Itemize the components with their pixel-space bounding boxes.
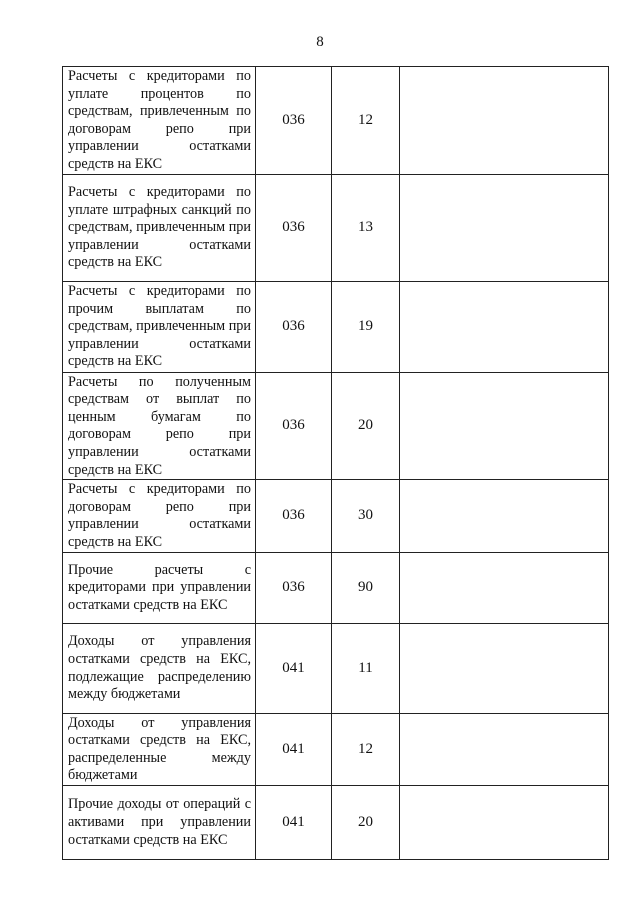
row-subcode: 20 — [358, 813, 373, 830]
row-description: Прочие доходы от операций с активами при управлении остатками средств на ЕКС — [68, 796, 251, 848]
description-cell — [63, 785, 256, 859]
row-description: Расчеты с кредиторами по уплате процентов по средствам, привлеченным по договорам репо при управлении остатками средств на ЕКС — [68, 68, 251, 172]
description-cell — [63, 67, 256, 175]
note-cell — [400, 785, 609, 859]
code-cell — [256, 372, 332, 480]
code-cell — [256, 174, 332, 281]
description-cell — [63, 281, 256, 372]
table-row — [63, 785, 609, 859]
row-code: 041 — [282, 813, 305, 830]
description-cell — [63, 713, 256, 785]
row-code: 036 — [282, 579, 305, 595]
row-code: 041 — [282, 740, 305, 757]
code-cell — [256, 552, 332, 623]
row-description: Доходы от управления остатками средств на ЕКС, распределенные между бюджетами — [68, 714, 251, 784]
description-cell — [63, 480, 256, 552]
note-cell — [400, 623, 609, 713]
row-subcode: 13 — [358, 219, 373, 236]
row-code: 041 — [282, 659, 305, 676]
row-subcode: 11 — [358, 659, 373, 676]
table-row — [63, 67, 609, 175]
subcode-cell — [332, 713, 400, 785]
row-code: 036 — [282, 111, 305, 128]
note-cell — [400, 372, 609, 480]
note-cell — [400, 713, 609, 785]
code-cell — [256, 67, 332, 175]
row-description: Доходы от управления остатками средств на ЕКС, подлежащие распределению между бюджетами — [68, 633, 251, 703]
subcode-cell — [332, 623, 400, 713]
row-subcode: 30 — [358, 507, 373, 524]
table-row — [63, 281, 609, 372]
row-code: 036 — [282, 219, 305, 236]
description-cell — [63, 372, 256, 480]
row-subcode: 19 — [358, 318, 373, 335]
description-cell — [63, 623, 256, 713]
row-subcode: 90 — [358, 579, 373, 595]
code-cell — [256, 281, 332, 372]
table-row — [63, 623, 609, 713]
table-row — [63, 552, 609, 623]
table-row — [63, 372, 609, 480]
page-number: 8 — [316, 34, 324, 50]
subcode-cell — [332, 67, 400, 175]
row-subcode: 20 — [358, 417, 373, 434]
row-description: Расчеты с кредиторами по уплате штрафных санкций по средствам, привлеченным при управлении остатками средств на ЕКС — [68, 184, 251, 271]
note-cell — [400, 552, 609, 623]
row-code: 036 — [282, 417, 305, 434]
table-row — [63, 480, 609, 552]
row-subcode: 12 — [358, 740, 373, 757]
description-cell — [63, 174, 256, 281]
subcode-cell — [332, 785, 400, 859]
subcode-cell — [332, 281, 400, 372]
code-cell — [256, 785, 332, 859]
subcode-cell — [332, 174, 400, 281]
accounts-table — [62, 66, 609, 860]
row-description: Расчеты по полученным средствам от выплат по ценным бумагам по договорам репо при управлении остатками средств на ЕКС — [68, 373, 251, 478]
note-cell — [400, 480, 609, 552]
description-cell — [63, 552, 256, 623]
subcode-cell — [332, 480, 400, 552]
note-cell — [400, 281, 609, 372]
row-subcode: 12 — [358, 111, 373, 128]
table-row — [63, 713, 609, 785]
code-cell — [256, 623, 332, 713]
subcode-cell — [332, 372, 400, 480]
row-description: Расчеты с кредиторами по прочим выплатам по средствам, привлеченным при управлении остатками средств на ЕКС — [68, 283, 251, 370]
code-cell — [256, 713, 332, 785]
code-cell — [256, 480, 332, 552]
row-description: Расчеты с кредиторами по договорам репо при управлении остатками средств на ЕКС — [68, 481, 251, 550]
note-cell — [400, 67, 609, 175]
row-code: 036 — [282, 318, 305, 335]
row-description: Прочие расчеты с кредиторами при управлении остатками средств на ЕКС — [68, 561, 251, 613]
row-code: 036 — [282, 507, 305, 524]
note-cell — [400, 174, 609, 281]
table-row — [63, 174, 609, 281]
subcode-cell — [332, 552, 400, 623]
